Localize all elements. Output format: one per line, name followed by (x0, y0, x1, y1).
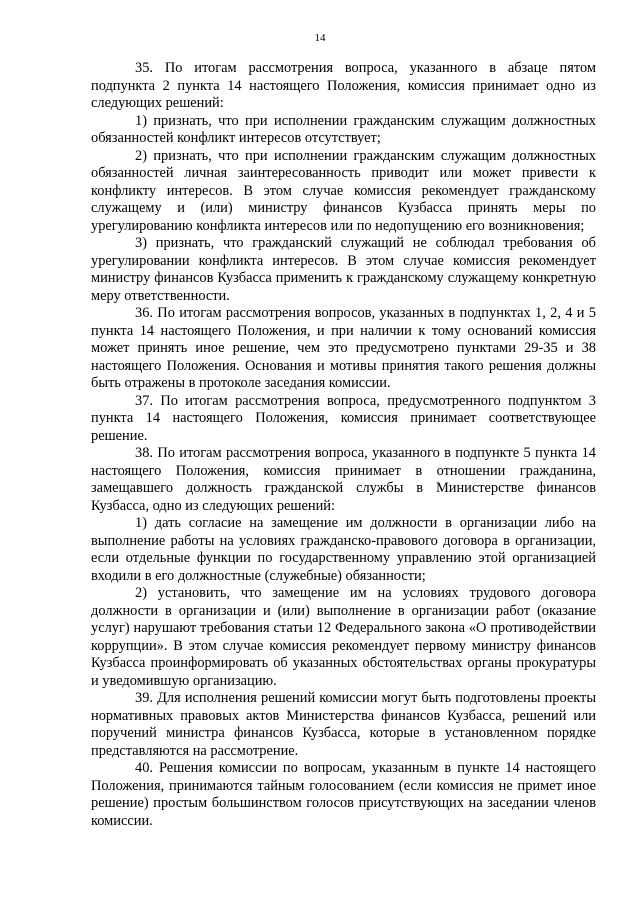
paragraph-37: 37. По итогам рассмотрения вопроса, предусмотренного подпунктом 3 пункта 14 настоящего Положения, комиссия принимает соответствующее решение. (91, 392, 596, 444)
paragraph-35-item-3: 3) признать, что гражданский служащий не соблюдал требования об урегулировании конфликта интересов. В этом случае комиссия рекомендует министру финансов Кузбасса применить к гражданскому служащему конкретную меру ответственности. (91, 235, 596, 304)
paragraph-35: 35. По итогам рассмотрения вопроса, указанного в абзаце пятом подпункта 2 пункта 14 настоящего Положения, комиссия принимает одно из следующих решений: (91, 60, 596, 111)
paragraph-35-item-2: 2) признать, что при исполнении гражданским служащим должностных обязанностей личная заинтересованность приводит или может привести к конфликту интересов. В этом случае комиссия рекомендует гражданскому служащему и (или) министру финансов Кузбасса принять меры по урегулированию конфликта интересов или по недопущению его возникновения; (91, 147, 596, 234)
paragraph-40: 40. Решения комиссии по вопросам, указанным в пункте 14 настоящего Положения, принимаются тайным голосованием (если комиссия не примет иное решение) простым большинством голосов присутствующих на заседании членов комиссии. (91, 760, 596, 829)
paragraph-38-item-1: 1) дать согласие на замещение им должности в организации либо на выполнение работы на условиях гражданско-правового договора в организации, если отдельные функции по государственному управлению этой организацией входили в его должностные (служебные) обязанности; (91, 515, 596, 584)
document-body (91, 60, 596, 830)
paragraph-35-item-1: 1) признать, что при исполнении гражданским служащим должностных обязанностей конфликт интересов отсутствует; (91, 112, 596, 146)
paragraph-36: 36. По итогам рассмотрения вопросов, указанных в подпунктах 1, 2, 4 и 5 пункта 14 настоящего Положения, и при наличии к тому оснований комиссия может принять иное решение, чем это предусмотрено пунктами 29-35 и 38 настоящего Положения. Основания и мотивы принятия такого решения должны быть отражены в протоколе заседания комиссии. (91, 305, 596, 391)
paragraph-38: 38. По итогам рассмотрения вопроса, указанного в подпункте 5 пункта 14 настоящего Положения, комиссия принимает в отношении гражданина, замещавшего должность гражданской службы в Министерстве финансов Кузбасса, одно из следующих решений: (91, 445, 596, 514)
page-number: 14 (314, 32, 326, 44)
paragraph-39: 39. Для исполнения решений комиссии могут быть подготовлены проекты нормативных правовых актов Министерства финансов Кузбасса, решений или поручений министра финансов Кузбасса, которые в установленном порядке представляются на рассмотрение. (91, 690, 596, 759)
paragraph-38-item-2: 2) установить, что замещение им на условиях трудового договора должности в организации и (или) выполнение в организации работ (оказание услуг) нарушают требования статьи 12 Федерального закона «О противодействии коррупции». В этом случае комиссия рекомендует первому министру финансов Кузбасса проинформировать об указанных обстоятельствах органы прокуратуры и уведомившую организацию. (91, 585, 596, 689)
